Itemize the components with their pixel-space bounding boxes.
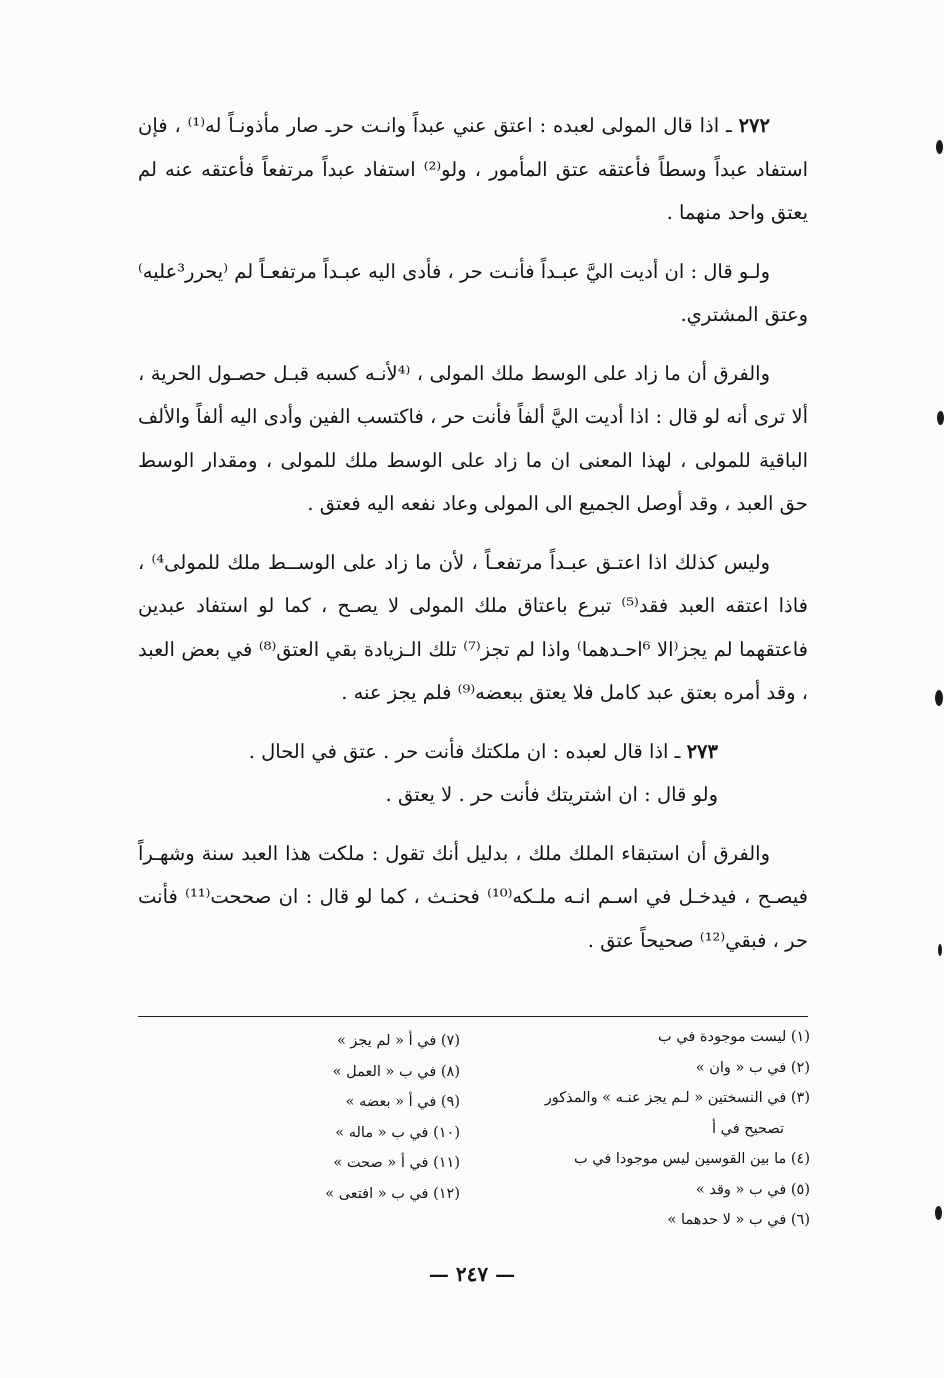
footnote-10: (١٠) في ب « ماله » <box>335 1124 460 1141</box>
footnote-separator <box>138 1016 808 1017</box>
footnote-12: (١٢) في ب « افتعى » <box>325 1185 460 1202</box>
scan-mark <box>937 411 944 425</box>
section-273-line-2: ولو قال : ان اشتريتك فأنت حر . لا يعتق . <box>385 783 718 806</box>
footnote-2: (٢) في ب « وان » <box>695 1059 810 1076</box>
page-number: — ٢٤٧ — <box>428 1262 516 1286</box>
footnote-7: (٧) في أ « لم يجز » <box>336 1033 460 1049</box>
footnote-3-continued: تصحيح في أ <box>712 1120 784 1137</box>
section-273-line-1-text: ـ اذا قال لعبده : ان ملكتك فأنت حر . عتق في الحال . <box>248 739 681 763</box>
footnote-4: (٤) ما بين القوسين ليس موجودا في ب <box>573 1151 810 1167</box>
paragraph-2: ولـو قال : ان أديت اليَّ عبـداً فأنـت حر ، فأدى اليه عبـداً مرتفعـاً لم ⁽يحرر³عليه⁾ وعتق المشتري. <box>137 259 808 326</box>
section-number-273: ٢٧٣ <box>686 739 718 763</box>
scan-mark <box>935 1206 942 1220</box>
scan-mark <box>936 140 943 154</box>
section-number-272: ٢٧٢ <box>738 114 770 137</box>
scan-mark <box>938 944 942 956</box>
footnotes-left-column <box>300 1026 460 1209</box>
footnote-6: (٦) في ب « لا حدهما » <box>667 1212 810 1228</box>
paragraph-3: والفرق أن ما زاد على الوسط ملك المولى ، ⁽⁴لأنـه كسبه قبـل حصـول الحرية ، ألا ترى أنه لو قال : اذا أديت اليَّ ألفاً فأنت حر ، فاكتسب الفين وأدى اليه ألفاً والألف الباقية للمولى ، لهذا المعنى ان ما زاد على الوسط ملك للمولى ، ومقدار الوسط حق العبد ، وقد أوصل الجميع الى المولى وعاد نفعه اليه فعتق . <box>138 361 808 515</box>
paragraph-6: والفرق أن استبقاء الملك ملك ، بدليل أنك تقول : ملكت هذا العبد سنة وشهـراً فيصـح ، فيدخـل في اسـم انـه ملـكه⁽¹⁰⁾ فحنـث ، كما لو قال : ان صححت⁽¹¹⁾ فأنت حر ، فبقي⁽¹²⁾ صحيحاً عتق . <box>138 841 809 952</box>
paragraph-272-text: ـ اذا قال المولى لعبده : اعتق عني عبداً وانـت حرـ صار مأذونـاً له⁽¹⁾ ، فإن استفاد عبداً وسطاً فأعتقه عتق المأمور ، ولو⁽²⁾ استفاد عبداً مرتفعاً فأعتقه عنه لم يعتق واحد منهما . <box>138 114 808 224</box>
footnotes-right-column <box>535 1022 810 1236</box>
footnote-1: (١) ليست موجودة في ب <box>658 1029 810 1045</box>
scan-mark <box>935 690 943 706</box>
footnote-3: (٣) في النسختين « لـم يجز عنـه » والمذكور <box>544 1090 810 1106</box>
footnote-8: (٨) في ب « العمل » <box>332 1063 460 1080</box>
footnote-11: (١١) في أ « صحت » <box>333 1155 460 1171</box>
main-text <box>138 104 808 962</box>
paragraph-4: وليس كذلك اذا اعتـق عبـداً مرتفعـاً ، لأن ما زاد على الوســط ملك للمولى⁴⁾ ، فاذا اعتقه العبد فقد⁽⁵⁾ تبرع باعتاق ملك المولى لا يصـح ، كما لو استفاد عبدين فاعتقهما لم يجز⁽الا ⁶احـدهما⁾ واذا لم تجز⁽⁷⁾ تلك الـزيادة بقي العتق⁽⁸⁾ في بعض العبد ، وقد أمره بعتق عبد كامل فلا يعتق ببعضه⁽⁹⁾ فلم يجز عنه . <box>138 550 809 704</box>
section-273-line-1 <box>138 730 756 774</box>
section-273 <box>138 730 808 817</box>
footnote-5: (٥) في ب « وقد » <box>695 1181 810 1198</box>
footnote-9: (٩) في أ « بعضه » <box>345 1094 460 1110</box>
paragraph-272 <box>138 104 808 235</box>
